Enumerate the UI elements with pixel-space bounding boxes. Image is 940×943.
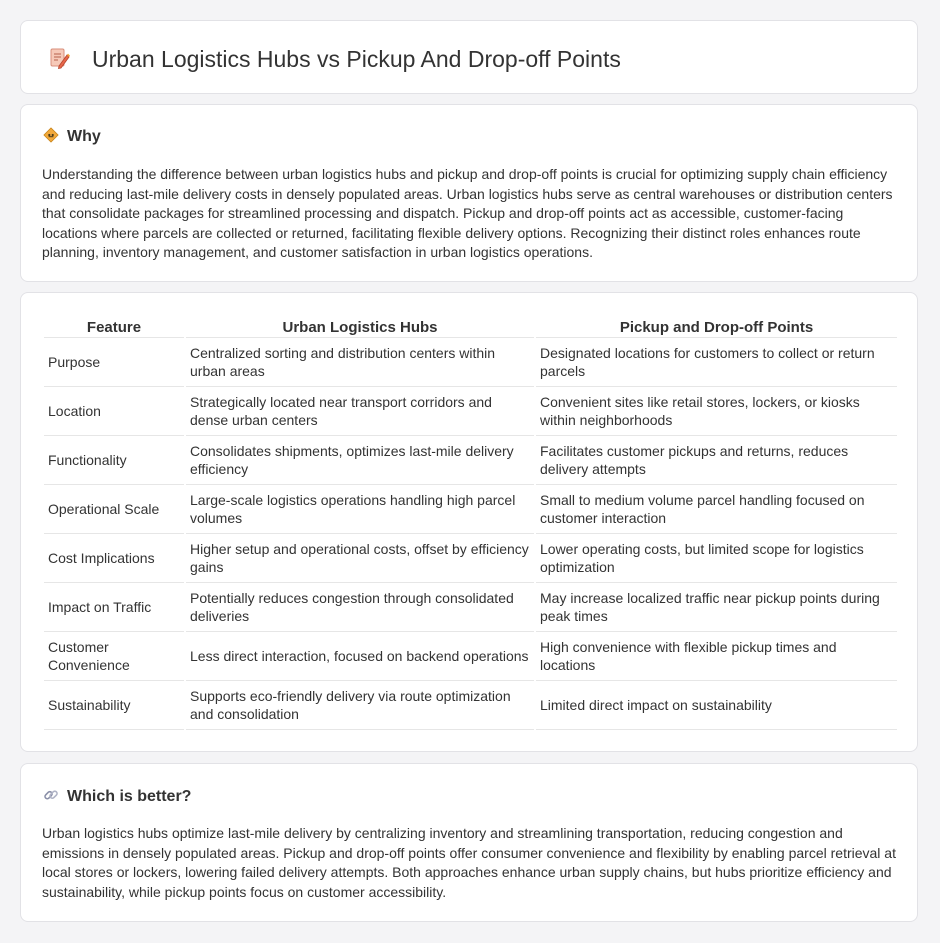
cell-hubs: Less direct interaction, focused on backend operations [186,632,534,681]
cell-pickup: High convenience with flexible pickup times and locations [536,632,897,681]
cell-feature: Location [44,387,184,436]
cell-hubs: Centralized sorting and distribution centers within urban areas [186,338,534,387]
header-feature: Feature [44,317,184,338]
table-row [44,583,897,632]
better-heading-label: Which is better? [67,788,192,805]
comparison-table [42,317,899,730]
cell-hubs: Strategically located near transport corridors and dense urban centers [186,387,534,436]
comparison-section [20,292,918,752]
cell-pickup: Designated locations for customers to collect or return parcels [536,338,897,387]
cell-feature: Sustainability [44,681,184,730]
header-pickup: Pickup and Drop-off Points [536,317,897,338]
better-heading [43,787,191,807]
table-row [44,681,897,730]
cell-pickup: Facilitates customer pickups and returns, reduces delivery attempts [536,436,897,485]
header-card [20,20,918,94]
cell-pickup: May increase localized traffic near pickup points during peak times [536,583,897,632]
cell-hubs: Higher setup and operational costs, offset by efficiency gains [186,534,534,583]
why-text: Understanding the difference between urban logistics hubs and pickup and drop-off points is crucial for optimizing supply chain efficiency and reducing last-mile delivery costs in densely populated areas. Urban logistics hubs serve as central warehouses or distribution centers that consolidate packages for streamlined processing and dispatch. Pickup and drop-off points act as accessible, customer-facing locations where parcels are collected or returned, facilitating flexible delivery options. Recognizing their distinct roles enhances route planning, inventory management, and customer satisfaction in urban logistics operations. [42,166,893,261]
table-row [44,387,897,436]
road-sign-icon [43,127,59,143]
cell-pickup: Small to medium volume parcel handling focused on customer interaction [536,485,897,534]
cell-pickup: Limited direct impact on sustainability [536,681,897,730]
document-edit-icon [47,46,71,70]
header-hubs: Urban Logistics Hubs [186,317,534,338]
table-row [44,436,897,485]
cell-feature: Purpose [44,338,184,387]
cell-hubs: Potentially reduces congestion through consolidated deliveries [186,583,534,632]
why-heading [43,127,101,147]
table-row [44,534,897,583]
cell-hubs: Large-scale logistics operations handling high parcel volumes [186,485,534,534]
why-section [20,104,918,282]
cell-pickup: Convenient sites like retail stores, lockers, or kiosks within neighborhoods [536,387,897,436]
table-row [44,632,897,681]
table-header-row [44,317,897,338]
better-text: Urban logistics hubs optimize last-mile delivery by centralizing inventory and streamlining transportation, reducing congestion and emissions in densely populated areas. Pickup and drop-off points offer consumer convenience and flexibility by enabling parcel retrieval at local stores or lockers, lowering failed delivery attempts. Both approaches enhance urban supply chains, but hubs prioritize efficiency and sustainability, while pickup points focus on customer accessibility. [42,825,896,900]
cell-feature: Customer Convenience [44,632,184,681]
cell-hubs: Consolidates shipments, optimizes last-mile delivery efficiency [186,436,534,485]
cell-hubs: Supports eco-friendly delivery via route optimization and consolidation [186,681,534,730]
link-icon [43,787,59,803]
cell-feature: Impact on Traffic [44,583,184,632]
why-heading-label: Why [67,128,101,145]
page-title: Urban Logistics Hubs vs Pickup And Drop-off Points [92,46,621,72]
table-row [44,485,897,534]
table-row [44,338,897,387]
cell-feature: Operational Scale [44,485,184,534]
better-section [20,763,918,922]
cell-pickup: Lower operating costs, but limited scope for logistics optimization [536,534,897,583]
cell-feature: Cost Implications [44,534,184,583]
cell-feature: Functionality [44,436,184,485]
